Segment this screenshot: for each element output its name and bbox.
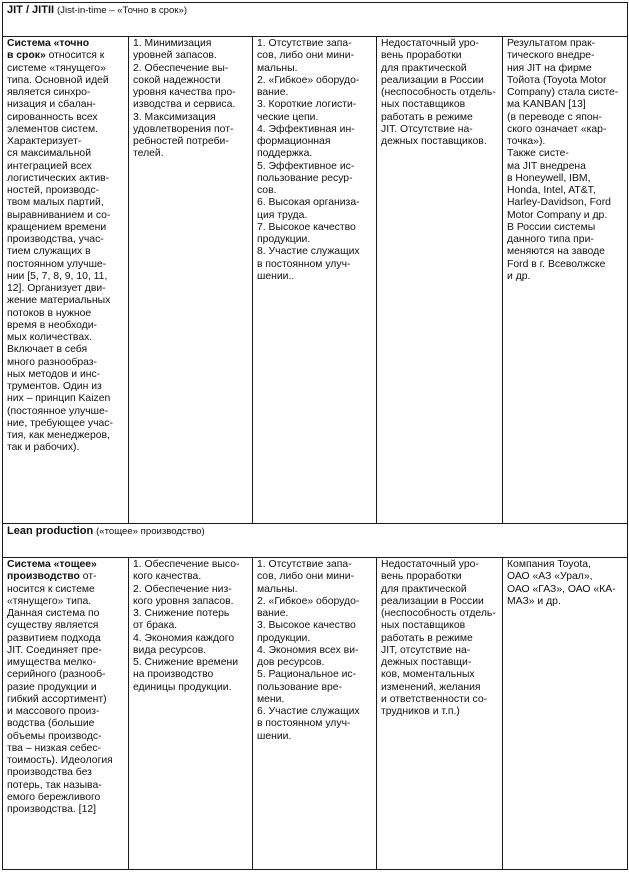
goals-line: уровня качества про- bbox=[133, 87, 236, 98]
line-text: разие продукции и bbox=[7, 681, 97, 693]
line-text: «тянущего» типа. bbox=[7, 595, 92, 607]
section-header-row bbox=[3, 524, 628, 558]
description-line bbox=[7, 148, 125, 160]
description-line bbox=[7, 430, 125, 442]
problems-line: (неспособность отдель- bbox=[381, 608, 496, 619]
problems-line: ных поставщиков bbox=[381, 99, 466, 111]
description-line bbox=[7, 234, 125, 246]
examples-line: ма JIT внедрена bbox=[507, 160, 586, 172]
problems-line: работать в режиме bbox=[381, 111, 473, 123]
description-line bbox=[7, 596, 125, 608]
description-line bbox=[7, 393, 125, 405]
description-line bbox=[7, 222, 125, 234]
goals-line: 3. Снижение потерь bbox=[133, 608, 230, 619]
description-line bbox=[7, 792, 125, 804]
description-line bbox=[7, 608, 125, 620]
problems-line: вень проработки bbox=[381, 571, 462, 583]
description-line bbox=[7, 694, 125, 706]
line-text: и массового произ- bbox=[7, 706, 100, 717]
line-text: тия, как менеджеров, bbox=[7, 430, 110, 441]
description-line bbox=[7, 197, 125, 209]
examples-line: тического внедре- bbox=[507, 50, 595, 62]
goals-line: 4. Экономия каждого bbox=[133, 632, 235, 644]
description-line bbox=[7, 780, 125, 792]
line-text: существу является bbox=[7, 620, 99, 632]
description-line bbox=[7, 633, 125, 645]
examples-line: ОАО «АЗ «Урал», bbox=[507, 571, 593, 583]
description-line bbox=[7, 682, 125, 694]
problems-line: трудников и т.п.) bbox=[381, 706, 460, 717]
description-line bbox=[7, 112, 125, 124]
line-text: системе «тянущего» bbox=[7, 62, 106, 74]
features-line: дов ресурсов. bbox=[257, 657, 325, 668]
features-line: 3. Высокое качество bbox=[257, 620, 356, 632]
description-line bbox=[7, 767, 125, 779]
features-line: 4. Эффективная ин- bbox=[257, 123, 355, 135]
description-line bbox=[7, 743, 125, 755]
goals-line: изводства и сервиса. bbox=[133, 99, 236, 111]
problems-cell bbox=[377, 558, 503, 870]
features-cell bbox=[253, 37, 377, 524]
features-line: 4. Экономия всех ви- bbox=[257, 644, 359, 656]
problems-line: для практической bbox=[381, 583, 467, 595]
examples-line: Также систе- bbox=[507, 148, 569, 160]
line-text: низация и сбалан- bbox=[7, 99, 96, 111]
features-line: 7. Высокое качество bbox=[257, 221, 356, 233]
examples-line: ОАО «ГАЗ», ОАО «КА- bbox=[507, 583, 616, 595]
emphasized-term: Система «точно bbox=[7, 38, 90, 49]
goals-line: 2. Обеспечение низ- bbox=[133, 583, 232, 595]
line-text: тва – низкая себес- bbox=[7, 742, 101, 754]
features-line: 8. Участие служащих bbox=[257, 246, 360, 258]
line-text: твом малых партий, bbox=[7, 197, 104, 209]
description-line bbox=[7, 271, 125, 283]
section-header-cell bbox=[3, 524, 628, 558]
line-text: ностей, производс- bbox=[7, 185, 100, 196]
description-line bbox=[7, 124, 125, 136]
problems-line: и ответственности со- bbox=[381, 693, 488, 705]
examples-line: ма KANBAN [13] bbox=[507, 99, 586, 111]
description-cell bbox=[3, 37, 129, 524]
description-line bbox=[7, 136, 125, 148]
examples-line: в Honeywell, IBM, bbox=[507, 172, 591, 184]
examples-cell bbox=[503, 558, 628, 870]
description-line bbox=[7, 718, 125, 730]
features-line: ция труда. bbox=[257, 209, 308, 221]
features-line: пользование вре- bbox=[257, 681, 343, 693]
line-text: гибкий ассортимент) bbox=[7, 693, 107, 705]
line-text: типа. Основной идей bbox=[7, 74, 109, 86]
features-line: 2. «Гибкое» оборудо- bbox=[257, 74, 360, 86]
description-line bbox=[7, 75, 125, 87]
description-line bbox=[7, 283, 125, 295]
description-line bbox=[7, 320, 125, 332]
features-line: 1. Отсутствие запа- bbox=[257, 38, 352, 49]
line-text: производства. [12] bbox=[7, 804, 97, 815]
line-text: JIT. Соединяет пре- bbox=[7, 644, 102, 656]
description-line bbox=[7, 344, 125, 356]
features-cell bbox=[253, 558, 377, 870]
examples-line: меняются на заводе bbox=[507, 246, 605, 258]
features-line: сов, либо они мини- bbox=[257, 50, 355, 62]
description-line bbox=[7, 559, 125, 571]
features-line: 5. Рациональное ис- bbox=[257, 669, 357, 681]
goals-line: от брака. bbox=[133, 620, 178, 632]
line-text: потерь, так называ- bbox=[7, 779, 102, 791]
line-text: тоимость). Идеология bbox=[7, 755, 113, 766]
line-text: тием служащих в bbox=[7, 246, 91, 258]
description-line bbox=[7, 332, 125, 344]
examples-line: В России системы bbox=[507, 221, 596, 233]
description-line bbox=[7, 357, 125, 369]
features-line: продукции. bbox=[257, 632, 311, 644]
goals-line: 1. Обеспечение высо- bbox=[133, 559, 240, 570]
features-line: шении. bbox=[257, 730, 292, 742]
line-text: трументов. Один из bbox=[7, 381, 102, 392]
goals-line: кого уровня запасов. bbox=[133, 595, 234, 607]
problems-line: реализации в России bbox=[381, 595, 484, 607]
line-text: развитием подхода bbox=[7, 632, 101, 644]
description-line bbox=[7, 99, 125, 111]
problems-line: вень проработки bbox=[381, 50, 462, 62]
section-header-cell bbox=[3, 3, 628, 37]
section-subheading: («тощее» производство) bbox=[96, 526, 205, 537]
section-content-row bbox=[3, 37, 628, 524]
line-text: кращением времени bbox=[7, 221, 107, 233]
examples-line: Результатом прак- bbox=[507, 38, 596, 49]
line-text: сированность всех bbox=[7, 111, 98, 123]
line-text: Данная система по bbox=[7, 608, 100, 619]
features-line: сов. bbox=[257, 185, 277, 196]
goals-line: 5. Снижение времени bbox=[133, 657, 239, 668]
description-line bbox=[7, 246, 125, 258]
problems-line: ных поставщиков bbox=[381, 620, 466, 632]
description-line bbox=[7, 173, 125, 185]
problems-line: для практической bbox=[381, 62, 467, 74]
systems-comparison-table bbox=[2, 2, 628, 870]
examples-cell bbox=[503, 37, 628, 524]
description-line bbox=[7, 161, 125, 173]
examples-line: МАЗ» и др. bbox=[507, 595, 561, 607]
line-text: 12]. Организует дви- bbox=[7, 283, 106, 294]
description-cell bbox=[3, 558, 129, 870]
description-line bbox=[7, 657, 125, 669]
problems-line: работать в режиме bbox=[381, 632, 473, 644]
line-text: Включает в себя bbox=[7, 344, 88, 356]
line-text: Характеризует- bbox=[7, 136, 82, 147]
examples-line: ского означает «кар- bbox=[507, 123, 607, 135]
line-text: элементов систем. bbox=[7, 123, 99, 135]
examples-line: Компания Toyota, bbox=[507, 559, 591, 570]
line-text: ся максимальной bbox=[7, 148, 92, 160]
line-text: серийного (разнооб- bbox=[7, 669, 106, 681]
line-text: так и рабочих). bbox=[7, 442, 80, 454]
problems-cell bbox=[377, 37, 503, 524]
features-line: 5. Эффективное ис- bbox=[257, 160, 355, 172]
description-line bbox=[7, 731, 125, 743]
examples-line: Ford в г. Всеволжске bbox=[507, 258, 606, 270]
examples-line: Harley-Davidson, Ford bbox=[507, 197, 611, 209]
features-line: сов, либо они мини- bbox=[257, 571, 355, 583]
goals-line: кого качества. bbox=[133, 571, 202, 583]
description-line bbox=[7, 645, 125, 657]
features-line: мальны. bbox=[257, 62, 298, 74]
line-text: много разнообраз- bbox=[7, 356, 98, 368]
section-header-row bbox=[3, 3, 628, 37]
examples-line: точка»). bbox=[507, 136, 546, 147]
line-text: ние, требующее учас- bbox=[7, 417, 113, 429]
examples-line: Тойота (Toyota Motor bbox=[507, 74, 607, 86]
description-line bbox=[7, 669, 125, 681]
line-text: потоков в нужное bbox=[7, 307, 92, 319]
description-line bbox=[7, 308, 125, 320]
problems-line: дежных поставщиков. bbox=[381, 136, 487, 147]
line-text: постоянном улучше- bbox=[7, 258, 107, 270]
features-line: вание. bbox=[257, 608, 289, 619]
section-content-row bbox=[3, 558, 628, 870]
features-line: поддержка. bbox=[257, 148, 313, 160]
line-text: производства, учас- bbox=[7, 234, 104, 245]
description-line bbox=[7, 755, 125, 767]
examples-line: Honda, Intel, AT&T, bbox=[507, 185, 596, 196]
line-text: ных методов и инс- bbox=[7, 368, 101, 380]
problems-line: изменений, желания bbox=[381, 681, 481, 693]
goals-line: на производство bbox=[133, 669, 214, 681]
features-line: в постоянном улуч- bbox=[257, 718, 351, 730]
line-text: интеграцией всех bbox=[7, 160, 92, 172]
features-line: пользование ресур- bbox=[257, 172, 353, 184]
line-text: жение материальных bbox=[7, 295, 111, 307]
line-text: носится к системе bbox=[7, 583, 95, 595]
line-text: емого бережливого bbox=[7, 791, 101, 803]
description-line bbox=[7, 584, 125, 596]
section-subheading: (Jist-in-time – «Точно в срок») bbox=[56, 5, 188, 16]
description-line bbox=[7, 210, 125, 222]
description-line bbox=[7, 804, 125, 816]
features-line: ческие цепи. bbox=[257, 111, 319, 123]
line-text: относится к bbox=[45, 50, 105, 62]
section-heading: Lean production bbox=[7, 525, 94, 537]
goals-line: телей. bbox=[133, 148, 164, 160]
problems-line: JIT, отсутствие на- bbox=[381, 644, 471, 656]
goals-line: удовлетворения пот- bbox=[133, 123, 234, 135]
description-line bbox=[7, 185, 125, 197]
goals-line: ребностей потреби- bbox=[133, 136, 229, 147]
examples-line: данного типа при- bbox=[507, 234, 594, 245]
description-line bbox=[7, 369, 125, 381]
goals-line: уровней запасов. bbox=[133, 50, 217, 62]
description-line bbox=[7, 295, 125, 307]
problems-line: Недостаточный уро- bbox=[381, 38, 479, 49]
description-line bbox=[7, 259, 125, 271]
features-line: 1. Отсутствие запа- bbox=[257, 559, 352, 570]
description-line bbox=[7, 50, 125, 62]
description-line bbox=[7, 571, 125, 583]
description-line bbox=[7, 381, 125, 393]
line-text: них – принцип Kaizen bbox=[7, 393, 111, 405]
examples-line: и др. bbox=[507, 270, 531, 282]
features-line: вание. bbox=[257, 87, 289, 98]
goals-line: 1. Минимизация bbox=[133, 38, 212, 49]
goals-line: вида ресурсов. bbox=[133, 644, 207, 656]
line-text: является синхро- bbox=[7, 87, 91, 98]
examples-line: Company) стала систе- bbox=[507, 87, 619, 98]
features-line: шении.. bbox=[257, 270, 295, 282]
features-line: 2. «Гибкое» оборудо- bbox=[257, 595, 360, 607]
problems-line: дежных поставщи- bbox=[381, 657, 472, 668]
features-line: 6. Участие служащих bbox=[257, 706, 360, 717]
description-line bbox=[7, 706, 125, 718]
goals-line: 3. Максимизация bbox=[133, 111, 216, 123]
line-text: логистических актив- bbox=[7, 172, 110, 184]
problems-line: реализации в России bbox=[381, 74, 484, 86]
description-line bbox=[7, 418, 125, 430]
emphasized-term: в срок» bbox=[7, 50, 46, 62]
line-text: нии [5, 7, 8, 9, 10, 11, bbox=[7, 270, 108, 282]
features-line: формационная bbox=[257, 136, 331, 147]
line-text: время в необходи- bbox=[7, 319, 97, 331]
goals-cell bbox=[129, 37, 253, 524]
emphasized-term: производство bbox=[7, 571, 80, 583]
problems-line: Недостаточный уро- bbox=[381, 559, 479, 570]
description-line bbox=[7, 442, 125, 454]
features-line: мальны. bbox=[257, 583, 298, 595]
line-text: производства без bbox=[7, 767, 92, 779]
description-line bbox=[7, 87, 125, 99]
goals-cell bbox=[129, 558, 253, 870]
goals-line: сокой надежности bbox=[133, 74, 221, 86]
line-text: объемы производс- bbox=[7, 730, 102, 742]
features-line: 3. Короткие логисти- bbox=[257, 99, 357, 111]
examples-line: ния JIT на фирме bbox=[507, 62, 592, 74]
problems-line: ков, моментальных bbox=[381, 669, 475, 681]
description-line bbox=[7, 63, 125, 75]
line-text: мых количествах. bbox=[7, 332, 93, 343]
examples-line: Motor Company и др. bbox=[507, 209, 608, 221]
problems-line: JIT. Отсутствие на- bbox=[381, 123, 473, 135]
emphasized-term: Система «тощее» bbox=[7, 559, 97, 570]
section-heading: JIT / JITII bbox=[7, 4, 55, 16]
problems-line: (неспособность отдель- bbox=[381, 87, 496, 98]
line-text: (постоянное улучше- bbox=[7, 405, 109, 417]
line-text: водства (большие bbox=[7, 718, 95, 730]
features-line: в постоянном улуч- bbox=[257, 258, 351, 270]
description-line bbox=[7, 620, 125, 632]
description-line bbox=[7, 406, 125, 418]
features-line: 6. Высокая организа- bbox=[257, 197, 360, 209]
features-line: продукции. bbox=[257, 234, 311, 245]
line-text: от- bbox=[79, 571, 97, 583]
goals-line: 2. Обеспечение вы- bbox=[133, 62, 229, 74]
features-line: мени. bbox=[257, 693, 285, 705]
description-line bbox=[7, 38, 125, 50]
goals-line: единицы продукции. bbox=[133, 681, 232, 693]
examples-line: (в переводе с япон- bbox=[507, 111, 602, 123]
line-text: выравниванием и со- bbox=[7, 209, 111, 221]
line-text: имущества мелко- bbox=[7, 657, 97, 668]
